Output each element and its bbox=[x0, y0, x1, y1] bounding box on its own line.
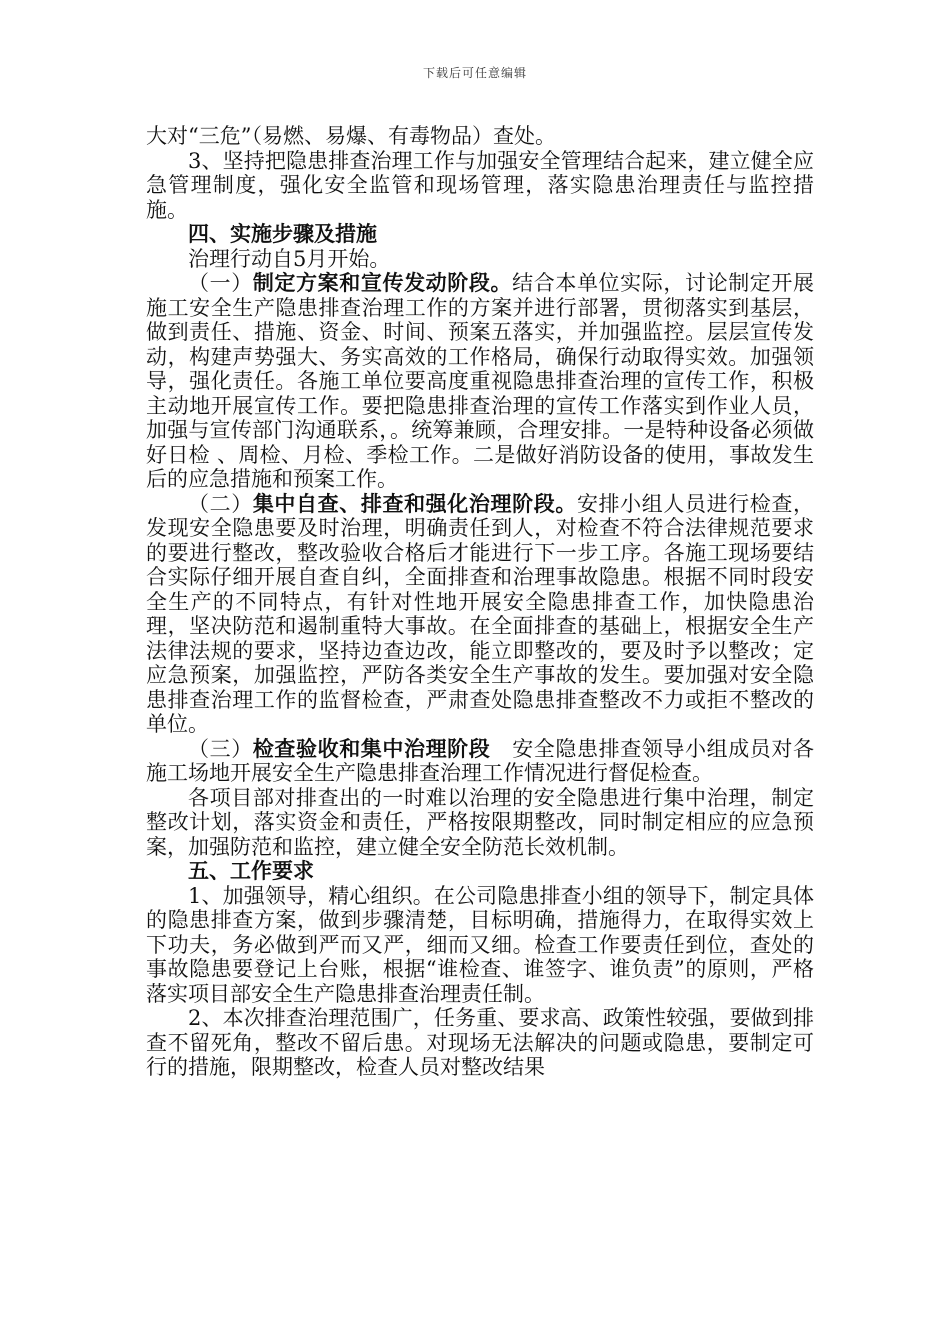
stage-one-title: 制定方案和宣传发动阶段。 bbox=[252, 270, 513, 295]
stage-two-lead: （二） bbox=[188, 491, 253, 516]
header-note: 下载后可任意编辑 bbox=[422, 66, 527, 80]
paragraph-start-date: 治理行动自5月开始。 bbox=[188, 246, 391, 271]
paragraph-stage-three bbox=[146, 737, 814, 786]
paragraph-requirement-2: 2、本次排查治理范围广，任务重、要求高、政策性较强，要做到排查不留死角，整改不留后患。对现场无法解决的问题或隐患，要制定可行的措施，限期整改，检查人员对整改结果 bbox=[146, 1006, 814, 1079]
stage-three-lead: （三） bbox=[188, 736, 253, 761]
paragraph-centralized-treatment: 各项目部对排查出的一时难以治理的安全隐患进行集中治理，制定整改计划，落实资金和责任，严格按限期整改，同时制定相应的应急预案，加强防范和监控，建立健全安全防范长效机制。 bbox=[146, 785, 814, 859]
stage-one-lead: （一） bbox=[188, 271, 253, 295]
stage-two-title: 集中自查、排查和强化治理阶段。 bbox=[252, 490, 577, 516]
stage-three-title: 检查验收和集中治理阶段 bbox=[252, 735, 491, 761]
paragraph-requirement-1: 1、加强领导，精心组织。在公司隐患排查小组的领导下，制定具体的隐患排查方案，做到步骤清楚，目标明确，措施得力，在取得实效上下功夫，务必做到严而又严，细而又细。检查工作要责任到位，查处的事故隐患要登记上台账，根据“谁检查、谁签字、谁负责”的原则，严格落实项目部安全生产隐患排查治理责任制。 bbox=[146, 883, 814, 1006]
paragraph-item-3: 3、坚持把隐患排查治理工作与加强安全管理结合起来，建立健全应急管理制度，强化安全监管和现场管理，落实隐患治理责任与监控措施。 bbox=[146, 148, 814, 222]
paragraph-three-hazards: 大对“三危”（易燃、易爆、有毒物品）查处。 bbox=[146, 124, 556, 148]
stage-two-text: 安排小组人员进行检查，发现安全隐患要及时治理，明确责任到人，对检查不符合法律规范要求的要进行整改，整改验收合格后才能进行下一步工序。各施工现场要结合实际仔细开展自查自纠，全面排查和治理事故隐患。根据不同时段安全生产的不同特点，有针对性地开展安全隐患排查工作，加快隐患治理，坚决防范和遏制重特大事故。在全面排查的基础上，根据安全生产法律法规的要求，坚持边查边改，能立即整改的，要及时予以整改；定应急预案，加强监控，严防各类安全生产事故的发生。要加强对安全隐患排查治理工作的监督检查，严肃查处隐患排查整改不力或拒不整改的单位。 bbox=[146, 491, 815, 736]
document-body bbox=[146, 124, 814, 1080]
paragraph-stage-one bbox=[146, 271, 814, 492]
paragraph-stage-two bbox=[146, 492, 814, 737]
section-heading-five: 五、工作要求 bbox=[188, 858, 314, 883]
section-heading-four: 四、实施步骤及措施 bbox=[188, 221, 377, 246]
stage-three-text: 安全隐患排查领导小组成员对各施工场地开展安全生产隐患排查治理工作情况进行督促检查。 bbox=[146, 736, 814, 785]
stage-one-text: 结合本单位实际，讨论制定开展施工安全生产隐患排查治理工作的方案并进行部署，贯彻落实到基层，做到责任、措施、资金、时间、预案五落实，并加强监控。层层宣传发动，构建声势强大、务实高效的工作格局，确保行动取得实效。加强领导，强化责任。各施工单位要高度重视隐患排查治理的宣传工作，积极主动地开展宣传工作。要把隐患排查治理的宣传工作落实到作业人员，加强与宣传部门沟通联系，。统筹兼顾，合理安排。一是特种设备必须做好日检 、周检、月检、季检工作。二是做好消防设备的使用，事故发生后的应急措施和预案工作。 bbox=[146, 271, 815, 491]
